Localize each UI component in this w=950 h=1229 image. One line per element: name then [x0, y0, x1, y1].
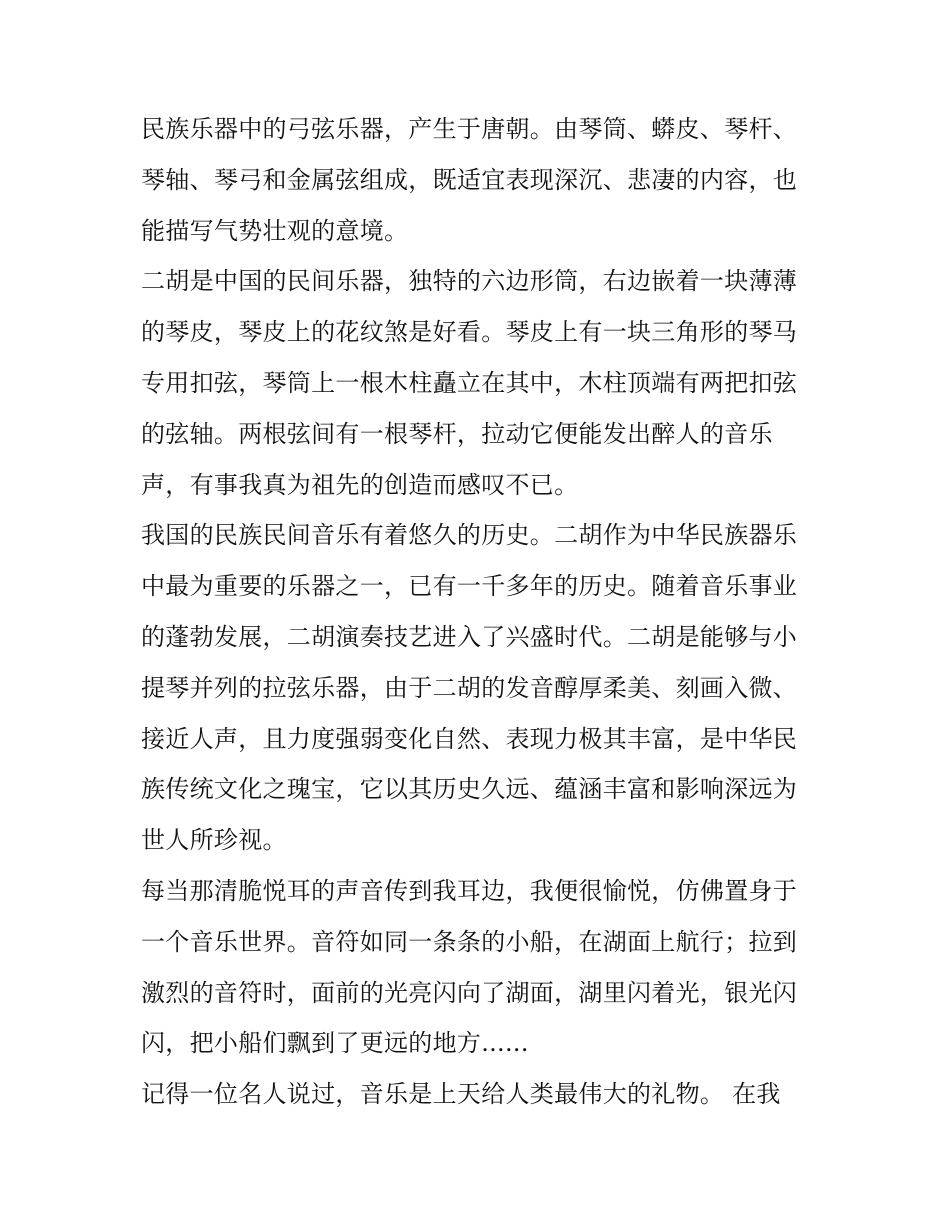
text-line: 的蓬勃发展，二胡演奏技艺进入了兴盛时代。二胡是能够与小 — [141, 622, 798, 651]
text-line: 世人所珍视。 — [141, 826, 287, 855]
text-line: 接近人声，且力度强弱变化自然、表现力极其丰富，是中华民 — [141, 724, 798, 753]
text-line: 一个音乐世界。音符如同一条条的小船，在湖面上航行；拉到 — [141, 927, 798, 956]
text-line: 我国的民族民间音乐有着悠久的历史。二胡作为中华民族器乐 — [141, 521, 798, 550]
text-line: 族传统文化之瑰宝，它以其历史久远、蕴涵丰富和影响深远为 — [141, 775, 798, 804]
body-text — [141, 104, 821, 1120]
text-line: 闪，把小船们飘到了更远的地方...... — [141, 1029, 529, 1058]
text-line: 专用扣弦，琴筒上一根木柱矗立在其中，木柱顶端有两把扣弦 — [141, 368, 798, 397]
text-line: 能描写气势壮观的意境。 — [141, 216, 409, 245]
text-line: 记得一位名人说过，音乐是上天给人类最伟大的礼物。 在我 — [141, 1080, 781, 1109]
text-line: 民族乐器中的弓弦乐器，产生于唐朝。由琴筒、蟒皮、琴杆、 — [141, 115, 798, 143]
text-line: 的琴皮，琴皮上的花纹煞是好看。琴皮上有一块三角形的琴马 — [141, 318, 798, 347]
text-line: 二胡是中国的民间乐器，独特的六边形筒，右边嵌着一块薄薄 — [141, 267, 798, 296]
text-line: 中最为重要的乐器之一，已有一千多年的历史。随着音乐事业 — [141, 572, 798, 601]
text-line: 声，有事我真为祖先的创造而感叹不已。 — [141, 470, 579, 499]
text-line: 激烈的音符时，面前的光亮闪向了湖面，湖里闪着光，银光闪 — [141, 978, 798, 1007]
text-line: 提琴并列的拉弦乐器，由于二胡的发音醇厚柔美、刻画入微、 — [141, 673, 798, 702]
text-line: 琴轴、琴弓和金属弦组成，既适宜表现深沉、悲凄的内容，也 — [141, 165, 798, 194]
text-line: 的弦轴。两根弦间有一根琴杆，拉动它便能发出醉人的音乐 — [141, 419, 773, 448]
text-line: 每当那清脆悦耳的声音传到我耳边，我便很愉悦，仿佛置身于 — [141, 876, 798, 905]
